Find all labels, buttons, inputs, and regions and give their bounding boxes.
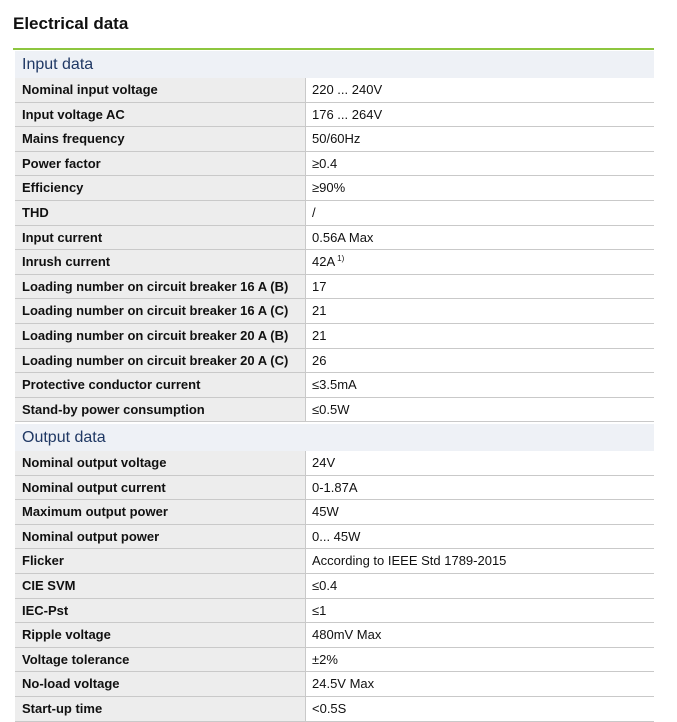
table-row xyxy=(15,476,654,501)
row-value xyxy=(306,476,654,500)
row-value-text: 0-1.87A xyxy=(312,479,358,495)
table-row xyxy=(15,176,654,201)
row-label: Efficiency xyxy=(15,176,306,200)
table-row xyxy=(15,599,654,624)
row-label: IEC-Pst xyxy=(15,599,306,623)
row-value-text: 21 xyxy=(312,327,327,343)
row-value-text: 42A xyxy=(312,254,336,270)
table-row xyxy=(15,250,654,275)
row-label: Loading number on circuit breaker 20 A (C) xyxy=(15,349,306,373)
row-value-text: 24.5V Max xyxy=(312,676,375,692)
row-value xyxy=(306,275,654,299)
row-label: Flicker xyxy=(15,549,306,573)
row-value xyxy=(306,525,654,549)
row-value xyxy=(306,648,654,672)
row-value-text: ≤0.5W xyxy=(312,401,350,417)
table-row xyxy=(15,623,654,648)
input-data-section xyxy=(15,51,654,422)
row-value xyxy=(306,599,654,623)
row-value xyxy=(306,623,654,647)
row-value xyxy=(306,373,654,397)
table-row xyxy=(15,127,654,152)
title-divider xyxy=(13,48,654,50)
row-label: CIE SVM xyxy=(15,574,306,598)
row-value xyxy=(306,451,654,475)
table-row xyxy=(15,398,654,423)
row-value-text: ≤0.4 xyxy=(312,577,338,593)
row-label: Start-up time xyxy=(15,697,306,721)
table-row xyxy=(15,152,654,177)
row-value xyxy=(306,176,654,200)
row-value-text: 480mV Max xyxy=(312,627,382,643)
row-value-text: 45W xyxy=(312,504,339,520)
row-label: Stand-by power consumption xyxy=(15,398,306,422)
row-value-text: ≥90% xyxy=(312,180,346,196)
row-label: Loading number on circuit breaker 20 A (B) xyxy=(15,324,306,348)
row-label: No-load voltage xyxy=(15,672,306,696)
output-data-table xyxy=(15,451,654,722)
row-value xyxy=(306,152,654,176)
row-label: Ripple voltage xyxy=(15,623,306,647)
table-row xyxy=(15,697,654,722)
table-row xyxy=(15,324,654,349)
table-row xyxy=(15,648,654,673)
row-value-text: 0... 45W xyxy=(312,528,361,544)
table-row xyxy=(15,574,654,599)
output-data-section xyxy=(15,424,654,722)
table-row xyxy=(15,299,654,324)
row-label: Nominal input voltage xyxy=(15,78,306,102)
row-value xyxy=(306,127,654,151)
input-data-table xyxy=(15,78,654,422)
row-value xyxy=(306,103,654,127)
row-value xyxy=(306,574,654,598)
table-row xyxy=(15,275,654,300)
row-label: Input voltage AC xyxy=(15,103,306,127)
row-label: Input current xyxy=(15,226,306,250)
row-value-text: 0.56A Max xyxy=(312,229,374,245)
row-value-text: ≤3.5mA xyxy=(312,377,357,393)
row-value-text: 24V xyxy=(312,455,336,470)
row-label: Mains frequency xyxy=(15,127,306,151)
row-value-text: 176 ... 264V xyxy=(312,106,383,122)
input-data-heading: Input data xyxy=(15,51,654,78)
row-label: Loading number on circuit breaker 16 A (C) xyxy=(15,299,306,323)
table-row xyxy=(15,78,654,103)
table-row xyxy=(15,373,654,398)
table-row xyxy=(15,103,654,128)
table-row xyxy=(15,201,654,226)
table-row xyxy=(15,451,654,476)
row-label: Nominal output current xyxy=(15,476,306,500)
row-value-text: 50/60Hz xyxy=(312,131,361,147)
row-value xyxy=(306,201,654,225)
row-label: Maximum output power xyxy=(15,500,306,524)
row-label: Protective conductor current xyxy=(15,373,306,397)
row-value-text: 21 xyxy=(312,303,327,319)
row-value-text: 17 xyxy=(312,278,327,294)
row-label: Power factor xyxy=(15,152,306,176)
table-row xyxy=(15,226,654,251)
row-value-text: ≥0.4 xyxy=(312,155,338,171)
page-title: Electrical data xyxy=(13,14,129,33)
row-value xyxy=(306,226,654,250)
row-label: Nominal output voltage xyxy=(15,451,306,475)
row-label: Nominal output power xyxy=(15,525,306,549)
row-value xyxy=(306,78,654,102)
row-value-text: 220 ... 240V xyxy=(312,82,383,97)
row-value xyxy=(306,549,654,573)
row-value-text: ±2% xyxy=(312,651,338,667)
row-label: THD xyxy=(15,201,306,225)
table-row xyxy=(15,672,654,697)
row-value-text: According to IEEE Std 1789-2015 xyxy=(312,553,507,569)
row-label: Voltage tolerance xyxy=(15,648,306,672)
footnote-marker: 1) xyxy=(337,254,345,264)
row-value xyxy=(306,398,654,422)
row-value-text: 26 xyxy=(312,352,327,368)
row-value xyxy=(306,349,654,373)
row-value xyxy=(306,299,654,323)
row-value xyxy=(306,672,654,696)
table-row xyxy=(15,500,654,525)
row-value xyxy=(306,250,654,274)
row-value xyxy=(306,500,654,524)
table-row xyxy=(15,525,654,550)
row-value-text: <0.5S xyxy=(312,700,347,716)
row-label: Loading number on circuit breaker 16 A (B) xyxy=(15,275,306,299)
row-label: Inrush current xyxy=(15,250,306,274)
table-row xyxy=(15,349,654,374)
row-value xyxy=(306,324,654,348)
row-value-text: ≤1 xyxy=(312,602,327,618)
output-data-heading: Output data xyxy=(15,424,654,451)
table-row xyxy=(15,549,654,574)
row-value-text: / xyxy=(312,204,316,220)
